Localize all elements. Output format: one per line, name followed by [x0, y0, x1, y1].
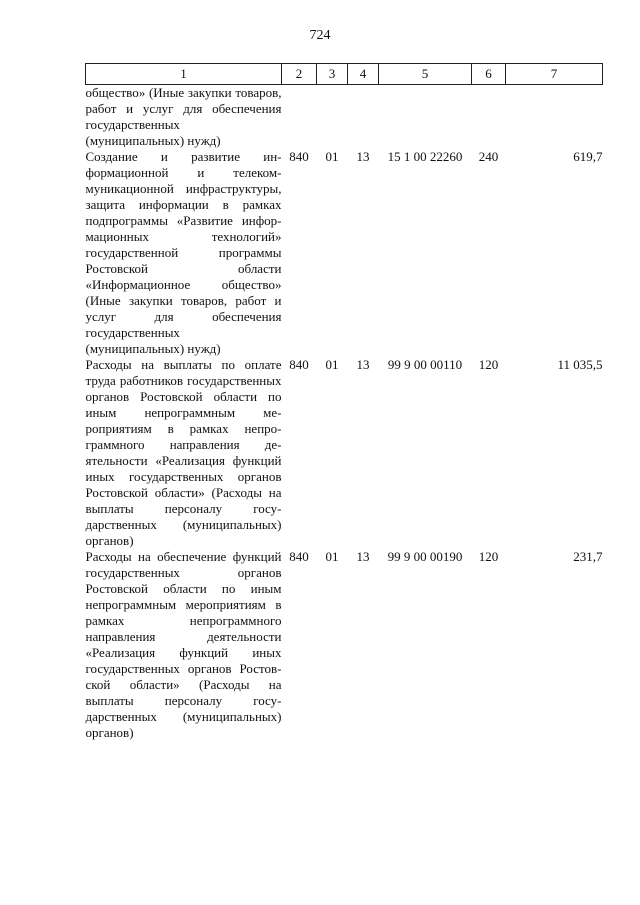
row-target-article [379, 85, 472, 150]
row-description: общество» (Иные закупки товаров, работ и услуг для обеспечения государственных (муниципальных) нужд) [85, 85, 282, 148]
column-header-7: 7 [506, 64, 603, 85]
table-header-row [86, 64, 603, 85]
row-amount: 619,7 [573, 149, 603, 164]
row-description: Расходы на обеспечение функций государственных органов Ростовской области по иным непрограммным мероприятиям в рамках непрограммного направления деятельности «Реализация функций иных государственных органов Ростовской области» (Расходы на выплаты персоналу государственных (муниципальных) органов) [85, 549, 282, 740]
row-section-code: 01 [325, 549, 339, 564]
row-subsection-code: 13 [356, 357, 370, 372]
row-amount: 231,7 [573, 549, 603, 564]
row-target-article: 99 9 00 00190 [387, 549, 463, 564]
row-ministry-code [282, 85, 317, 150]
table-row [86, 549, 603, 741]
row-description: Создание и развитие информационной и телекоммуникационной инфраструктуры, защита информации в рамках подпрограммы «Развитие информационных технологий» государственной программы Ростовской области «Информационное общество» (Иные закупки товаров, работ и услуг для обеспечения государственных (муниципальных) нужд) [85, 149, 282, 356]
row-ministry-code: 840 [289, 549, 309, 564]
table-row [86, 149, 603, 357]
row-ministry-code: 840 [289, 149, 309, 164]
column-header-3: 3 [317, 64, 348, 85]
table-row [86, 357, 603, 549]
row-section-code: 01 [325, 357, 339, 372]
column-header-4: 4 [348, 64, 379, 85]
row-target-article: 99 9 00 00110 [387, 357, 463, 372]
row-expense-type: 240 [478, 149, 499, 164]
row-subsection-code [348, 85, 379, 150]
row-amount: 11 035,5 [557, 357, 603, 372]
budget-table [85, 63, 603, 741]
row-target-article: 15 1 00 22260 [387, 149, 463, 164]
row-ministry-code: 840 [289, 357, 309, 372]
row-expense-type: 120 [478, 357, 499, 372]
row-subsection-code: 13 [356, 149, 370, 164]
column-header-5: 5 [379, 64, 472, 85]
row-subsection-code: 13 [356, 549, 370, 564]
column-header-6: 6 [472, 64, 506, 85]
row-amount [506, 85, 603, 150]
page-number: 724 [309, 28, 331, 43]
column-header-1: 1 [86, 64, 282, 85]
row-section-code [317, 85, 348, 150]
column-header-2: 2 [282, 64, 317, 85]
table-row [86, 85, 603, 150]
row-description: Расходы на выплаты по оплате труда работников государственных органов Ростовской области по иным непрограммным мероприятиям в рамках непрограммного направления деятельности «Реализация функций иных государственных органов Ростовской области» (Расходы на выплаты персоналу государственных (муниципальных) органов) [85, 357, 282, 548]
row-section-code: 01 [325, 149, 339, 164]
row-expense-type [472, 85, 506, 150]
row-expense-type: 120 [478, 549, 499, 564]
